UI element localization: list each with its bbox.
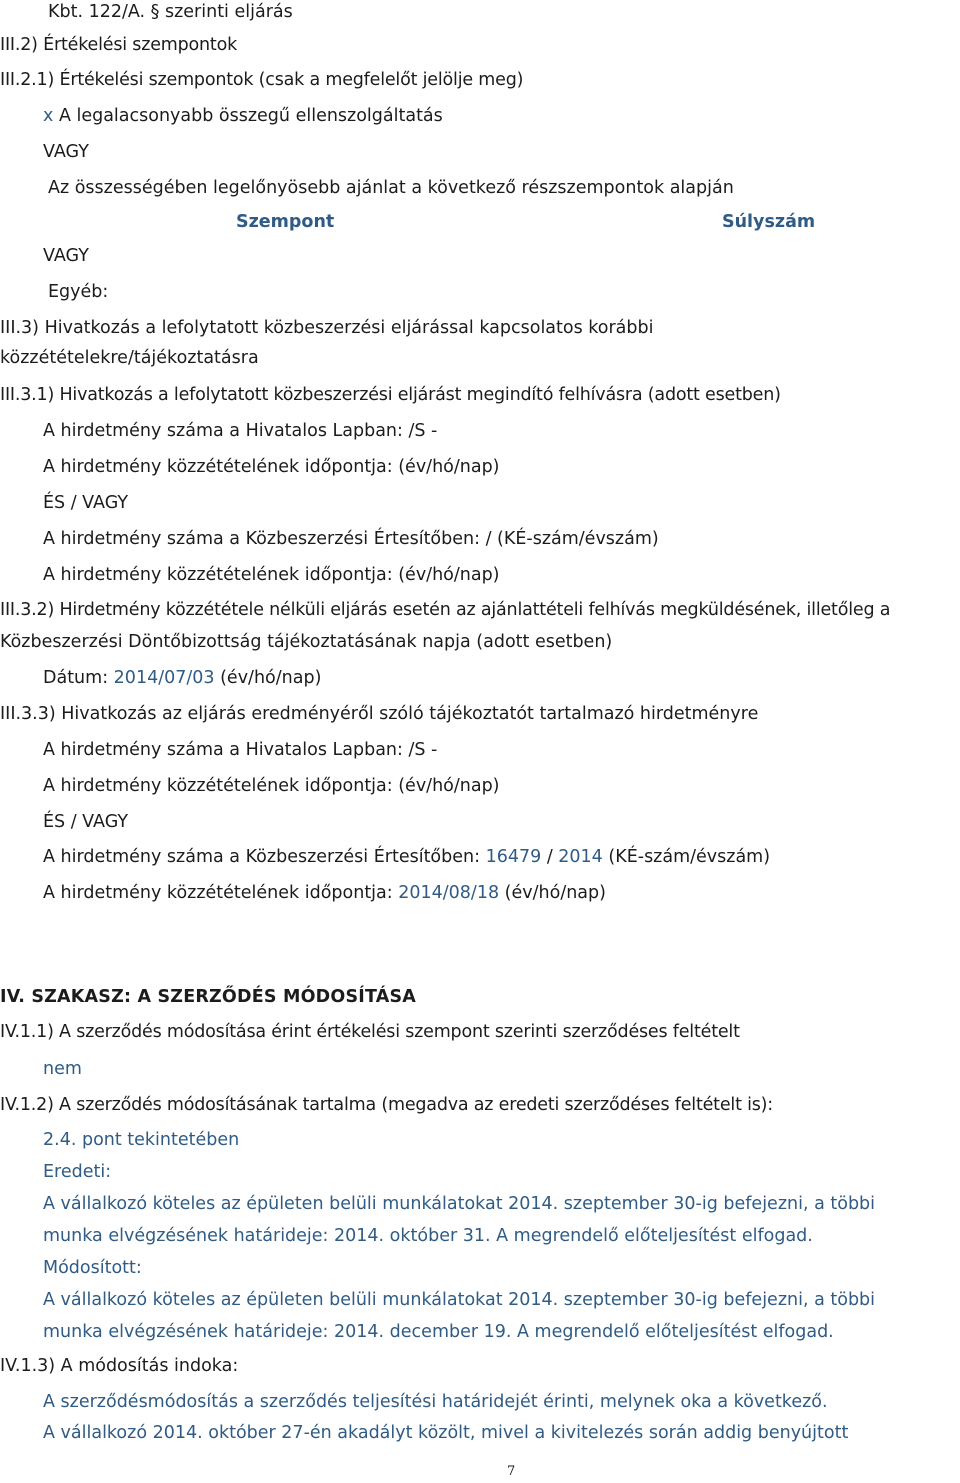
line-publication-date-1: A hirdetmény közzétételének időpontja: (év/hó/nap): [43, 457, 500, 477]
checkmark-x: x: [43, 106, 54, 126]
section-heading-iv: IV. SZAKASZ: A SZERZŐDÉS MÓDOSÍTÁSA: [0, 987, 417, 1007]
heading-iii-3-2-cont: Közbeszerzési Döntőbizottság tájékoztatásának napja (adott esetben): [0, 632, 613, 652]
line-and-or-2: ÉS / VAGY: [43, 812, 129, 832]
reason-text-1: A szerződésmódosítás a szerződés teljesítési határidejét érinti, melynek oka a következő.: [43, 1392, 828, 1412]
original-text-1: A vállalkozó köteles az épületen belüli munkálatokat 2014. szeptember 30-ig befejezni, a többi: [43, 1194, 876, 1214]
line-best-value: Az összességében legelőnyösebb ajánlat a következő részszempontok alapján: [48, 178, 734, 198]
publication-date-label: A hirdetmény közzétételének időpontja:: [43, 883, 399, 903]
ke-separator: /: [541, 847, 559, 867]
lowest-price-label: A legalacsonyabb összegű ellenszolgáltatás: [58, 106, 443, 126]
ke-format: (KÉ-szám/évszám): [602, 847, 771, 867]
ke-number-label: A hirdetmény száma a Közbeszerzési Értesítőben:: [43, 847, 486, 867]
column-header-criterion: Szempont: [236, 212, 335, 232]
heading-iii-2-1: III.2.1) Értékelési szempontok (csak a megfelelőt jelölje meg): [0, 70, 524, 90]
heading-iii-3-cont: közzétételekre/tájékoztatásra: [0, 348, 259, 368]
line-procedure-type: Kbt. 122/A. § szerinti eljárás: [48, 2, 293, 22]
line-publication-date-2: A hirdetmény közzétételének időpontja: (év/hó/nap): [43, 565, 500, 585]
modified-label: Módosított:: [43, 1258, 142, 1278]
line-publication-date-4: [43, 881, 606, 905]
ke-year-value: 2014: [558, 847, 603, 867]
heading-iii-2: III.2) Értékelési szempontok: [0, 35, 238, 55]
page-number: 7: [507, 1464, 516, 1479]
heading-iv-1-2: IV.1.2) A szerződés módosításának tartalma (megadva az eredeti szerződéses feltételt is):: [0, 1095, 773, 1115]
line-ke-number-1: A hirdetmény száma a Közbeszerzési Értesítőben: / (KÉ-szám/évszám): [43, 529, 659, 549]
column-header-weight: Súlyszám: [722, 212, 816, 232]
line-oj-number-1: A hirdetmény száma a Hivatalos Lapban: /S -: [43, 421, 438, 441]
answer-no: nem: [43, 1059, 82, 1079]
line-ke-number-2: [43, 845, 770, 869]
original-text-2: munka elvégzésének határideje: 2014. október 31. A megrendelő előteljesítést elfogad.: [43, 1226, 813, 1246]
publication-date-format: (év/hó/nap): [499, 883, 606, 903]
point-reference: 2.4. pont tekintetében: [43, 1130, 240, 1150]
heading-iv-1-3: IV.1.3) A módosítás indoka:: [0, 1356, 239, 1376]
original-label: Eredeti:: [43, 1162, 112, 1182]
modified-text-2: munka elvégzésének határideje: 2014. december 19. A megrendelő előteljesítést elfogad.: [43, 1322, 834, 1342]
heading-iii-3-3: III.3.3) Hivatkozás az eljárás eredményéről szóló tájékoztatót tartalmazó hirdetményre: [0, 704, 759, 724]
line-or-2: VAGY: [43, 246, 89, 266]
date-format: (év/hó/nap): [214, 668, 322, 688]
line-publication-date-3: A hirdetmény közzétételének időpontja: (év/hó/nap): [43, 776, 500, 796]
heading-iii-3-1: III.3.1) Hivatkozás a lefolytatott közbeszerzési eljárást megindító felhívásra (adott esetben): [0, 385, 781, 405]
modified-text-1: A vállalkozó köteles az épületen belüli munkálatokat 2014. szeptember 30-ig befejezni, a többi: [43, 1290, 876, 1310]
line-other: Egyéb:: [48, 282, 109, 302]
date-value: 2014/07/03: [113, 668, 215, 688]
date-label: Dátum:: [43, 668, 114, 688]
heading-iv-1-1: IV.1.1) A szerződés módosítása érint értékelési szempont szerinti szerződéses feltételt: [0, 1022, 740, 1042]
heading-iii-3: III.3) Hivatkozás a lefolytatott közbeszerzési eljárással kapcsolatos korábbi: [0, 318, 654, 338]
publication-date-value: 2014/08/18: [398, 883, 500, 903]
line-lowest-price: [43, 104, 443, 128]
ke-number-value: 16479: [485, 847, 542, 867]
line-and-or-1: ÉS / VAGY: [43, 493, 129, 513]
line-or-1: VAGY: [43, 142, 89, 162]
line-oj-number-2: A hirdetmény száma a Hivatalos Lapban: /S -: [43, 740, 438, 760]
heading-iii-3-2: III.3.2) Hirdetmény közzététele nélküli eljárás esetén az ajánlattételi felhívás megküldésének, illetőleg a: [0, 600, 891, 620]
reason-text-2: A vállalkozó 2014. október 27-én akadályt közölt, mivel a kivitelezés során addig benyújtott: [43, 1423, 849, 1443]
line-date: [43, 666, 321, 690]
